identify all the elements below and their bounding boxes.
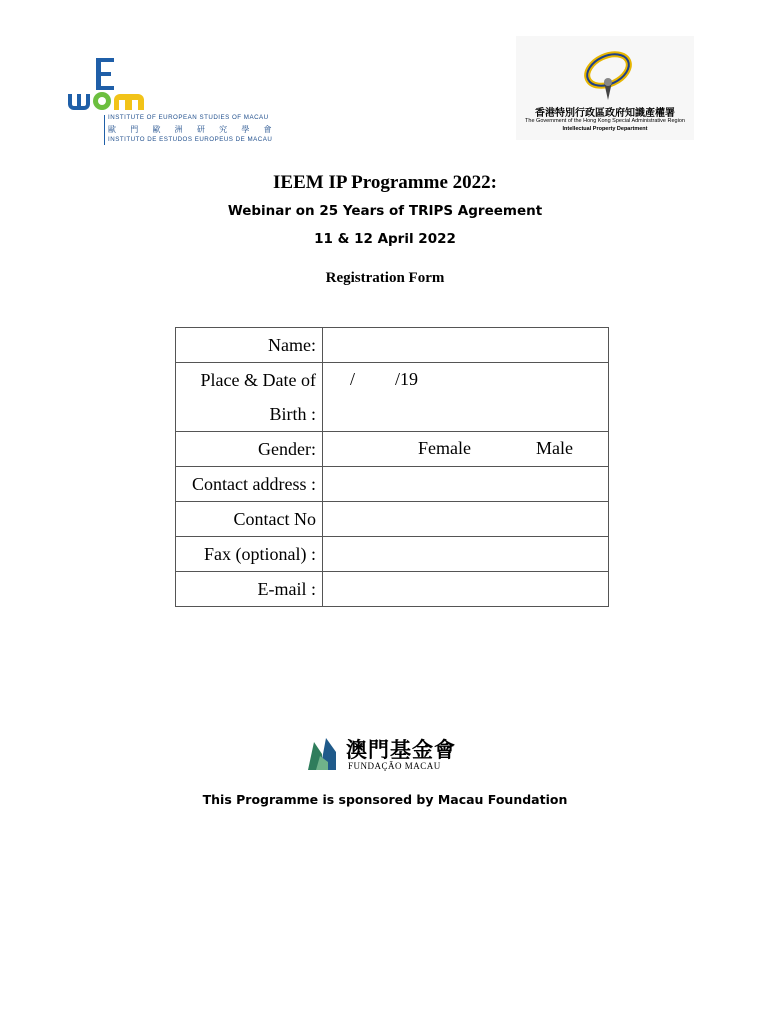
gender-option-male[interactable]: Male (536, 438, 573, 458)
name-label: Name: (176, 328, 323, 363)
fax-label: Fax (optional) : (176, 537, 323, 572)
ieem-english-name: INSTITUTE OF EUROPEAN STUDIES OF MACAU (108, 114, 269, 121)
email-label: E-mail : (176, 572, 323, 607)
ieem-chinese-name: 歐 門 歐 洲 研 究 學 會 (108, 125, 278, 134)
gender-option-female[interactable]: Female (418, 438, 471, 458)
macau-foundation-logo (306, 734, 456, 774)
ipd-logo (516, 36, 694, 140)
place-date-of-birth-field[interactable] (323, 363, 609, 432)
event-dates: 11 & 12 April 2022 (314, 231, 456, 247)
contact-no-label: Contact No (176, 502, 323, 537)
ipd-emblem-icon (578, 42, 638, 102)
macau-foundation-portuguese: FUNDAÇÃO MACAU (348, 761, 441, 771)
contact-no-field[interactable] (323, 502, 609, 537)
form-title: Registration Form (325, 270, 445, 286)
pdob-label-line1: Place & Date of (200, 370, 316, 390)
gender-label: Gender: (176, 432, 323, 467)
contact-address-field[interactable] (323, 467, 609, 502)
contact-address-label: Contact address : (176, 467, 323, 502)
dob-year-prefix: /19 (395, 369, 419, 389)
macau-foundation-chinese: 澳門基金會 (346, 737, 456, 762)
ieem-logo (66, 58, 278, 148)
email-field[interactable] (323, 572, 609, 607)
dob-slash: / (350, 369, 356, 389)
macau-foundation-emblem-icon (306, 734, 340, 772)
ipd-chinese-name: 香港特別行政區政府知識產權署 (535, 108, 675, 119)
place-date-of-birth-label (176, 363, 323, 432)
ipd-english-line2: Intellectual Property Department (562, 126, 648, 132)
page-subtitle: Webinar on 25 Years of TRIPS Agreement (227, 203, 543, 219)
pdob-label-line2: Birth : (269, 404, 316, 424)
registration-form (175, 327, 609, 607)
fax-field[interactable] (323, 537, 609, 572)
name-field[interactable] (323, 328, 609, 363)
page-title: IEEM IP Programme 2022: (273, 172, 497, 193)
sponsor-note: This Programme is sponsored by Macau Foundation (202, 792, 568, 807)
ieem-portuguese-name: INSTITUTO DE ESTUDOS EUROPEUS DE MACAU (108, 136, 273, 143)
gender-field (323, 432, 609, 467)
ipd-english-line1: The Government of the Hong Kong Special Administrative Region (525, 118, 685, 124)
